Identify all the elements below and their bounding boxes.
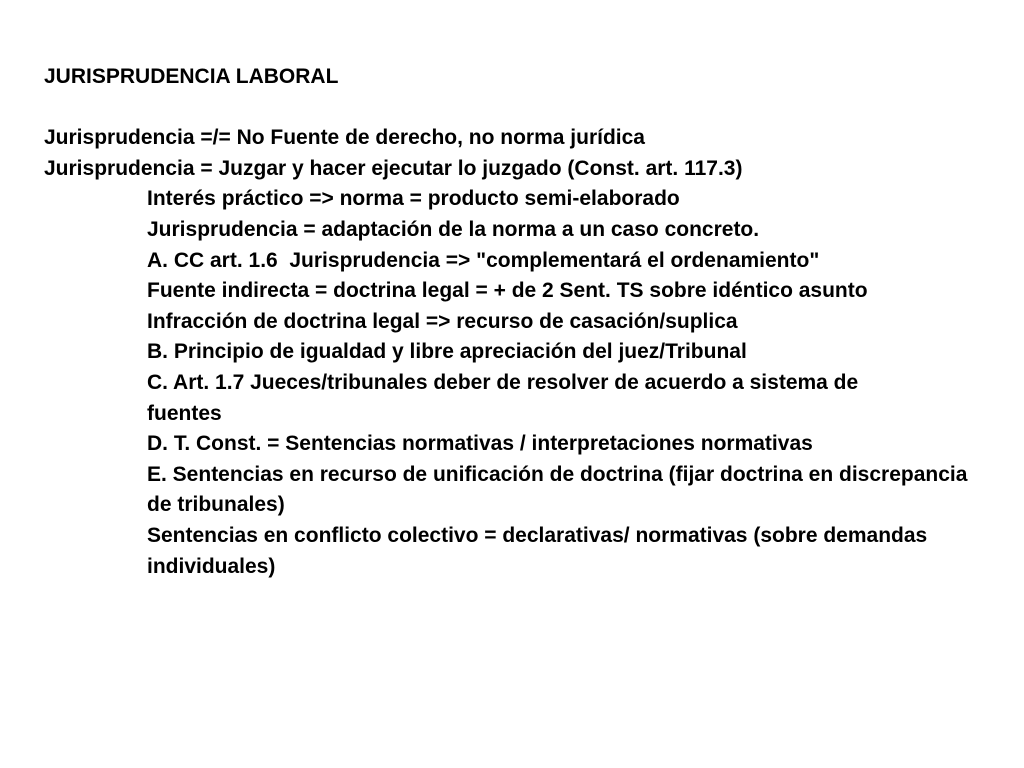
- indented-line: Interés práctico => norma = producto semi-elaborado: [147, 187, 680, 211]
- indented-line: Fuente indirecta = doctrina legal = + de 2 Sent. TS sobre idéntico asunto: [147, 279, 868, 303]
- indented-line: B. Principio de igualdad y libre apreciación del juez/Tribunal: [147, 340, 747, 364]
- indented-line: Jurisprudencia = adaptación de la norma a un caso concreto.: [147, 217, 760, 241]
- slide-content: [44, 62, 994, 582]
- slide-title: JURISPRUDENCIA LABORAL: [44, 65, 339, 88]
- indented-line: A. CC art. 1.6 Jurisprudencia => "complementará el ordenamiento": [147, 248, 820, 272]
- text-line: Jurisprudencia =/= No Fuente de derecho, no norma jurídica: [44, 126, 645, 150]
- text-line: Jurisprudencia = Juzgar y hacer ejecutar lo juzgado (Const. art. 117.3): [44, 156, 743, 180]
- indented-line: E. Sentencias en recurso de unificación de doctrina (fijar doctrina en discrepancia de tribunales): [147, 462, 968, 517]
- indented-line: Infracción de doctrina legal => recurso de casación/suplica: [147, 309, 738, 333]
- indented-line: D. T. Const. = Sentencias normativas / interpretaciones normativas: [147, 432, 813, 456]
- indented-line: Sentencias en conflicto colectivo = declarativas/ normativas (sobre demandas individuales): [147, 523, 928, 578]
- indented-line: C. Art. 1.7 Jueces/tribunales deber de resolver de acuerdo a sistema de fuentes: [147, 370, 859, 425]
